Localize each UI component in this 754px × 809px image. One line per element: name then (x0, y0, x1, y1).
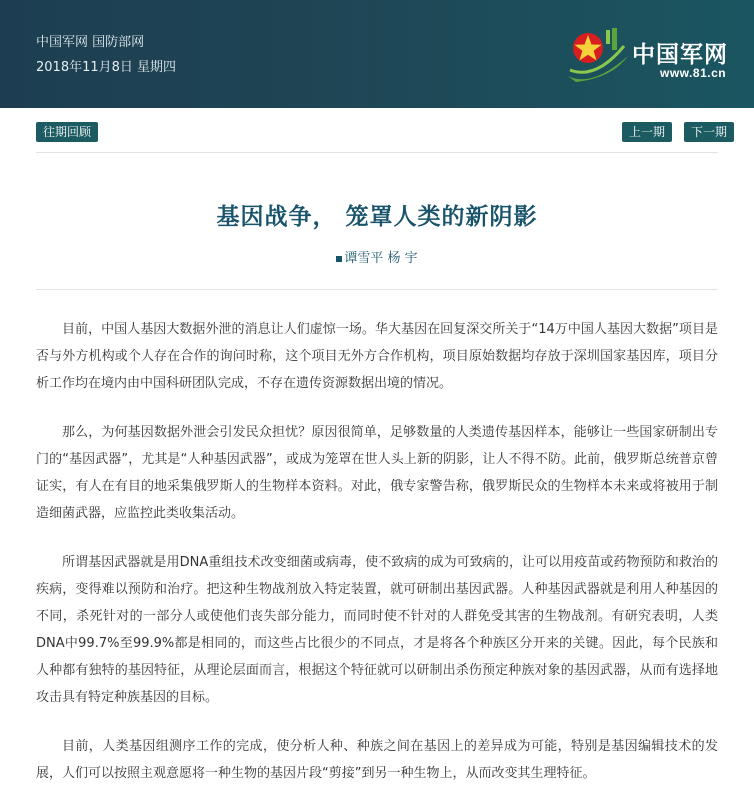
previous-issue-button[interactable]: 上一期 (622, 122, 672, 142)
article-paragraph: 那么，为何基因数据外泄会引发民众担忧？原因很简单，足够数量的人类遗传基因样本，能够让一些国家研制出专门的“基因武器”，尤其是“人种基因武器”，或成为笼罩在世人头上新的阴影，让人不得不防。此前，俄罗斯总统普京曾证实，有人在有目的地采集俄罗斯人的生物样本资料。对此，俄专家警告称，俄罗斯民众的生物样本未来或将被用于制造细菌武器，应监控此类收集活动。 (36, 425, 718, 521)
issue-navbar (0, 108, 754, 158)
article-paragraph: 目前，人类基因组测序工作的完成，使分析人种、种族之间在基因上的差异成为可能，特别是基因编辑技术的发展，人们可以按照主观意愿将一种生物的基因片段“剪接”到另一种生物上，从而改变其生理特征。 (36, 739, 718, 781)
site-header (0, 0, 754, 108)
issue-date: 2018年11月8日 星期四 (36, 60, 177, 75)
china-military-logo[interactable] (562, 26, 742, 90)
site-name[interactable]: 中国军网 国防部网 (36, 35, 145, 50)
author-names: 谭雪平 杨 宇 (344, 251, 418, 266)
square-bullet-icon (336, 256, 342, 262)
army-star-emblem-icon (562, 26, 632, 86)
article-paragraph: 目前，中国人基因大数据外泄的消息让人们虚惊一场。华大基因在回复深交所关于“14万中国人基因大数据”项目是否与外方机构或个人存在合作的询问时称，这个项目无外方合作机构，项目原始数据均存放于深圳国家基因库，项目分析工作均在境内由中国科研团队完成，不存在遗传资源数据出境的情况。 (36, 322, 718, 391)
past-issues-button[interactable]: 往期回顾 (36, 122, 98, 142)
next-issue-button[interactable]: 下一期 (684, 122, 734, 142)
divider (36, 152, 718, 153)
logo-wordmark: 中国军网 (632, 42, 728, 68)
article-paragraph: 所谓基因武器就是用DNA重组技术改变细菌或病毒，使不致病的成为可致病的，让可以用疫苗或药物预防和救治的疾病，变得难以预防和治疗。把这种生物战剂放入特定装置，就可研制出基因武器。人种基因武器就是利用人种基因的不同，杀死针对的一部分人或使他们丧失部分能力，而同时使不针对的人群免受其害的生物战剂。有研究表明，人类DNA中99.7%至99.9%都是相同的，而这些占比很少的不同点，才是将各个种族区分开来的关键。因此，每个民族和人种都有独特的基因特征，从理论层面而言，根据这个特征就可以研制出杀伤预定种族对象的基因武器，从而有选择地攻击具有特定种族基因的目标。 (36, 555, 718, 705)
divider (36, 289, 718, 290)
article-title: 基因战争， 笼罩人类的新阴影 (216, 203, 538, 230)
article-body (36, 316, 718, 809)
article-author (0, 247, 754, 266)
logo-url: www.81.cn (660, 66, 727, 80)
